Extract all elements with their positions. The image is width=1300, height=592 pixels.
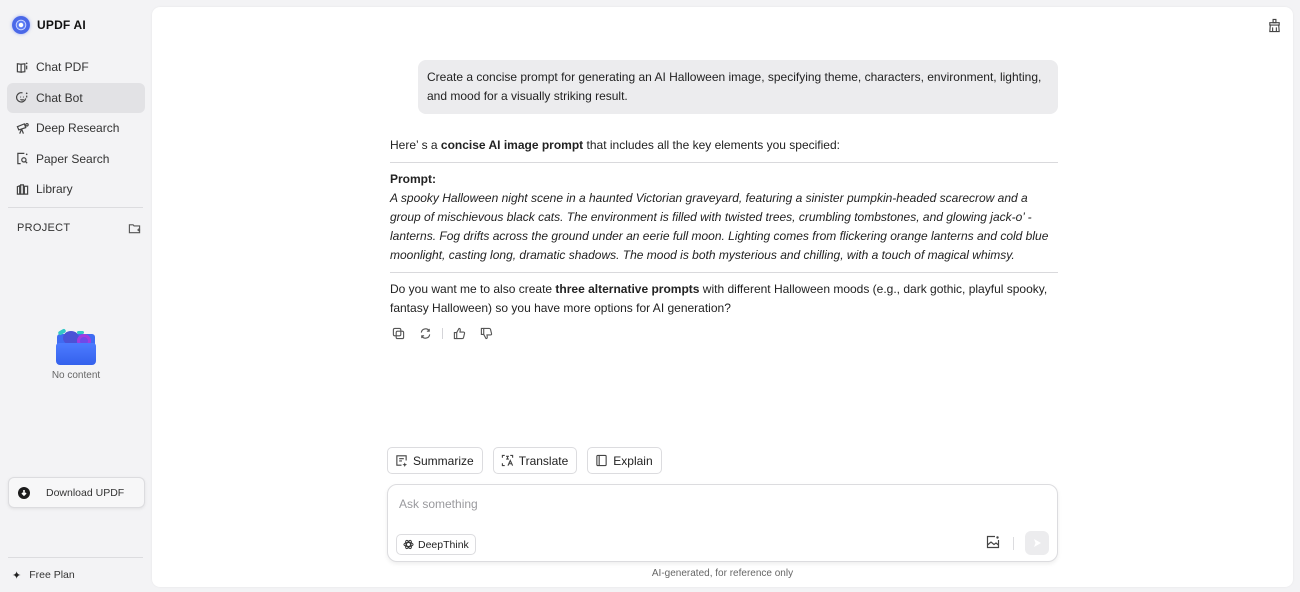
sidebar-item-deep-research[interactable] — [7, 113, 145, 143]
prompt-body: A spooky Halloween night scene in a haunted Victorian graveyard, featuring a sinister pumpkin-headed scarecrow and a group of mischievous black cats. The environment is filled with twisted trees, crumbling tombstones, and glowing jack-o’ -lanterns. Fog drifts across the ground under an eerie full moon. Lighting comes from flickering orange lanterns and cold blue moonlight, casting long, dramatic shadows. The mood is both mysterious and chilling, with a touch of magical whimsy. — [390, 191, 1049, 262]
sidebar-item-library[interactable] — [7, 174, 145, 204]
composer — [387, 484, 1058, 562]
composer-separator — [1013, 537, 1014, 550]
explain-label: Explain — [613, 453, 653, 468]
brand — [12, 15, 86, 35]
prompt-title: Prompt: — [390, 172, 436, 186]
sidebar-item-chat-pdf[interactable] — [7, 52, 145, 82]
chat-pdf-icon — [16, 61, 29, 74]
broom-icon — [1267, 18, 1282, 33]
plan-button[interactable] — [12, 568, 75, 582]
regenerate-button[interactable] — [419, 327, 432, 340]
empty-state-text: No content — [51, 370, 101, 381]
summarize-label: Summarize — [413, 453, 474, 468]
sidebar-item-chat-bot[interactable] — [7, 83, 145, 113]
sidebar-nav — [7, 52, 145, 205]
sparkle-icon: ✦ — [12, 569, 22, 582]
deepthink-toggle[interactable] — [396, 534, 476, 555]
atom-icon — [403, 539, 414, 550]
user-message: Create a concise prompt for generating an AI Halloween image, specifying theme, characters, environment, lighting, and mood for a visually striking result. — [418, 60, 1058, 114]
updf-logo-icon — [12, 16, 30, 34]
answer-divider — [390, 162, 1058, 163]
assistant-message — [390, 134, 1058, 340]
copy-icon — [392, 327, 405, 340]
thumbs-up-button[interactable] — [453, 327, 466, 340]
sidebar-item-paper-search[interactable] — [7, 144, 145, 174]
sidebar-item-label: Chat Bot — [36, 90, 83, 105]
ai-disclaimer: AI-generated, for reference only — [651, 568, 794, 579]
answer-divider — [390, 272, 1058, 273]
sidebar-item-label: Library — [36, 182, 73, 196]
paper-search-icon — [16, 152, 29, 165]
answer-followup: Do you want me to also create three alternative prompts with different Halloween moods (e.g., dark gothic, playful spooky, fantasy Halloween) so you have more options for AI generation? — [390, 282, 1048, 315]
plan-label: Free Plan — [29, 569, 75, 581]
empty-state — [30, 326, 122, 381]
new-folder-icon[interactable] — [128, 222, 141, 235]
deepthink-label: DeepThink — [418, 538, 469, 551]
translate-icon — [501, 454, 514, 467]
project-label: PROJECT — [17, 222, 71, 234]
library-icon — [16, 183, 29, 196]
send-button[interactable] — [1025, 531, 1049, 555]
chat-panel — [152, 7, 1293, 587]
translate-button[interactable] — [493, 447, 578, 474]
summarize-icon — [395, 454, 408, 467]
download-icon — [18, 487, 30, 499]
sidebar-item-label: Paper Search — [36, 151, 110, 166]
quick-actions — [387, 447, 662, 474]
sidebar — [0, 0, 152, 592]
actions-separator — [442, 328, 443, 339]
send-icon — [1032, 538, 1042, 548]
telescope-icon — [16, 122, 29, 135]
translate-label: Translate — [518, 453, 569, 468]
answer-intro: Here’ s a concise AI image prompt that includes all the key elements you specified: — [390, 138, 840, 152]
message-actions — [390, 327, 1058, 340]
copy-button[interactable] — [392, 327, 405, 340]
image-upload-icon — [986, 535, 1000, 549]
project-header — [17, 219, 141, 237]
explain-button[interactable] — [587, 447, 661, 474]
sidebar-item-label: Deep Research — [36, 121, 120, 135]
upload-image-button[interactable] — [986, 535, 1002, 551]
ask-input[interactable] — [399, 495, 1019, 513]
download-updf-button[interactable] — [8, 477, 145, 508]
sidebar-divider — [8, 207, 143, 208]
thumbs-down-icon — [480, 327, 493, 340]
clear-chat-button[interactable] — [1267, 18, 1283, 34]
chat-bot-icon — [16, 91, 29, 104]
sidebar-item-label: Chat PDF — [36, 60, 89, 74]
sidebar-divider — [8, 557, 143, 558]
thumbs-down-button[interactable] — [480, 327, 493, 340]
empty-folder-icon — [53, 326, 99, 366]
refresh-icon — [419, 327, 432, 340]
summarize-button[interactable] — [387, 447, 483, 474]
book-icon — [595, 454, 608, 467]
brand-name: UPDF AI — [37, 18, 86, 32]
download-label: Download UPDF — [46, 486, 125, 499]
thumbs-up-icon — [453, 327, 466, 340]
